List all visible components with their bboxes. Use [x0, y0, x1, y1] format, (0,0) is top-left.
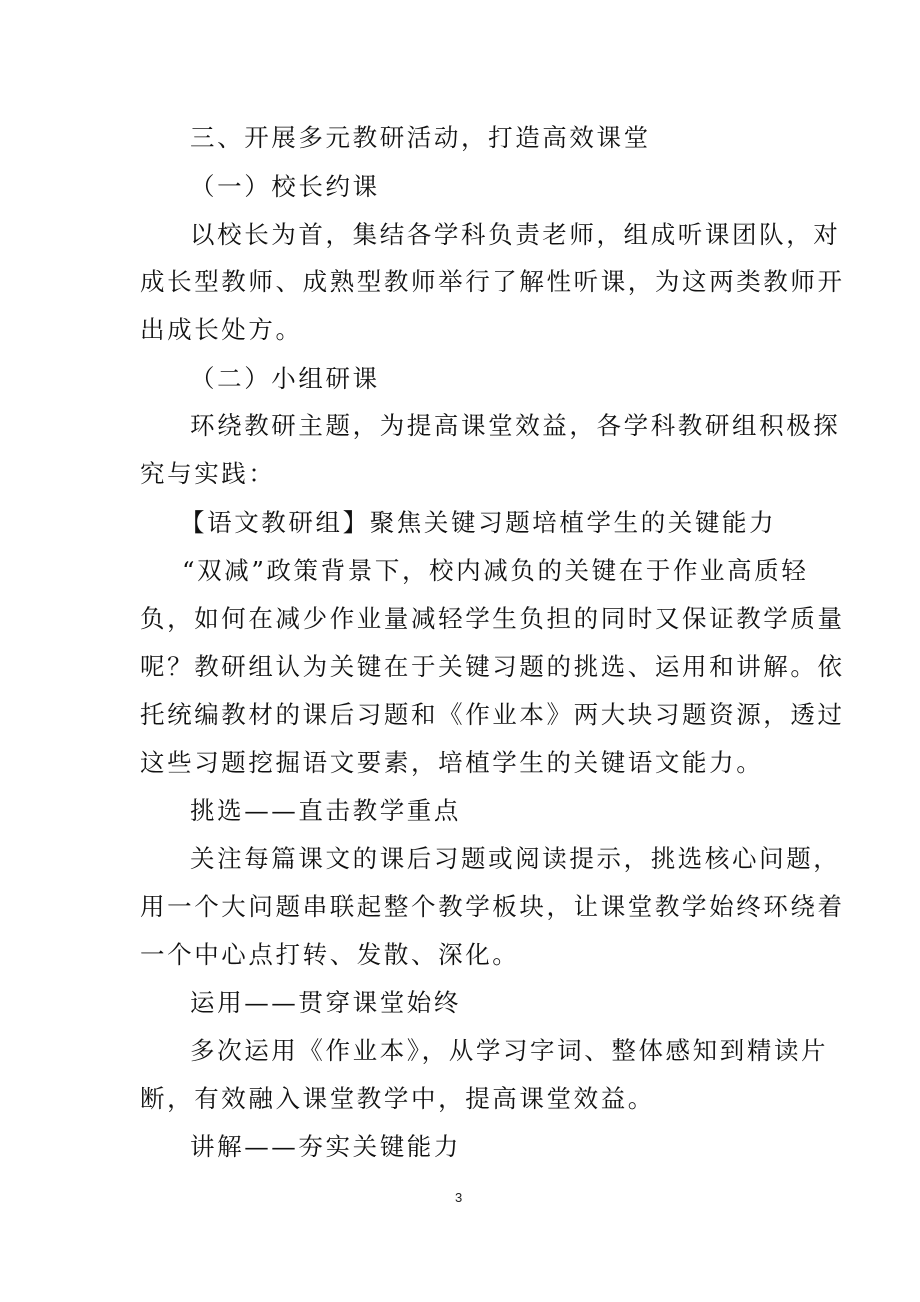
paragraph-line: “双减”政策背景下，校内减负的关键在于作业高质轻 [182, 556, 809, 585]
section-heading: 三、开展多元教研活动，打造高效课堂 [190, 123, 651, 152]
paragraph-line: 成长型教师、成熟型教师举行了解性听课，为这两类教师开 [140, 267, 845, 296]
paragraph-line: 负，如何在减少作业量减轻学生负担的同时又保证教学质量 [140, 604, 845, 633]
subheading-apply: 运用——贯穿课堂始终 [190, 988, 461, 1017]
group-heading-chinese: 【语文教研组】聚焦关键习题培植学生的关键能力 [180, 508, 777, 537]
subheading-group-research: （二）小组研课 [190, 364, 380, 393]
page-number: 3 [455, 1190, 463, 1205]
paragraph-line: 究与实践： [140, 459, 276, 488]
subheading-explain: 讲解——夯实关键能力 [190, 1132, 461, 1161]
paragraph-line: 托统编教材的课后习题和《作业本》两大块习题资源，透过 [140, 700, 845, 729]
paragraph-line: 环绕教研主题，为提高课堂效益，各学科教研组积极探 [190, 411, 841, 440]
paragraph-line: 多次运用《作业本》，从学习字词、整体感知到精读片 [190, 1036, 829, 1065]
paragraph-line: 呢？教研组认为关键在于关键习题的挑选、运用和讲解。依 [140, 652, 845, 681]
subheading-principal-class: （一）校长约课 [190, 172, 380, 201]
paragraph-line: 一个中心点打转、发散、深化。 [140, 940, 520, 969]
subheading-select: 挑选——直击教学重点 [190, 796, 461, 825]
paragraph-line: 用一个大问题串联起整个教学板块，让课堂教学始终环绕着 [140, 892, 845, 921]
paragraph-line: 这些习题挖掘语文要素，培植学生的关键语文能力。 [140, 748, 764, 777]
paragraph-line: 出成长处方。 [140, 315, 303, 344]
paragraph-line: 以校长为首，集结各学科负责老师，组成听课团队，对 [190, 220, 841, 249]
paragraph-line: 关注每篇课文的课后习题或阅读提示，挑选核心问题， [190, 844, 841, 873]
paragraph-line: 断，有效融入课堂教学中，提高课堂效益。 [140, 1084, 655, 1113]
